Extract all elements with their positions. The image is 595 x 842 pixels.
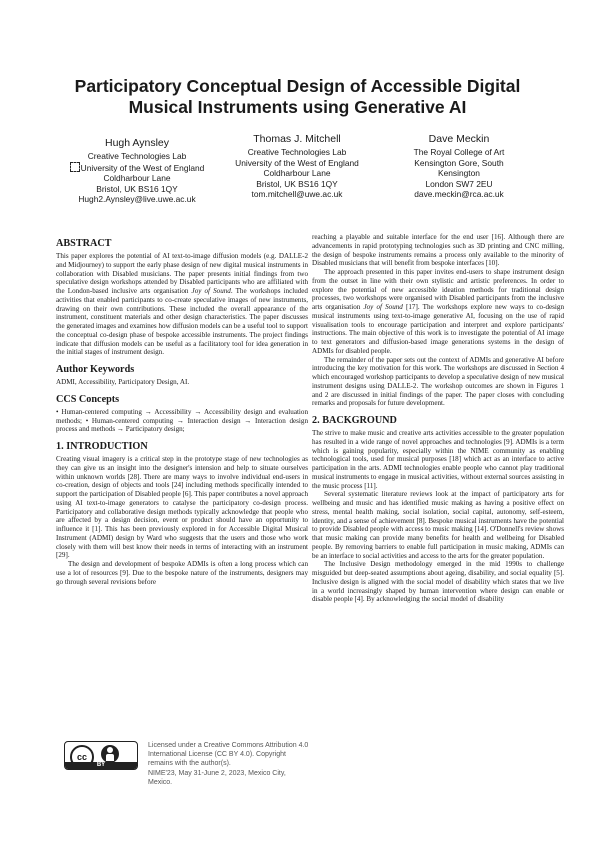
- abstract-heading: ABSTRACT: [56, 238, 112, 249]
- author-affiliation: Creative Technologies Lab: [247, 147, 347, 157]
- author-block-3: [384, 133, 534, 200]
- paper-title: [40, 76, 555, 118]
- creative-commons-icon: cc: [70, 745, 94, 769]
- body-paragraph: The Inclusive Design methodology emerged in the mid 1990s to challenge misguided but deep-seated assumptions about ageing, disability, and social equality [5]. Inclusive design is aligned with the social model of disability which states that we live in a world increasingly shaped by human intervention where design can enable or disable people [4]. By acknowledging the social model of disability: [312, 560, 564, 604]
- author-affiliation: Coldharbour Lane: [103, 173, 171, 184]
- introduction-paragraph: Creating visual imagery is a critical step in the prototype stage of new technologies as they can give us an insight into the designer's intension and help to situate ourselves within unknown worlds [28]. There are many ways to involve individual end-users in co-creation, design of objects and tools [24] including methods specifically intended to support the participation of Disabled people [6]. This paper contributes a novel approach using AI text-to-image generators to catalyse the participatory co-design process. Participatory and collaborative design methods typically acknowledge that people who are affected by a design decision, event or product should have an opportunity to influence it [1]. This has been previously explored in for Accessible Digital Musical Instrument (ADMI) design by Ward who suggests that the users and those who work closely with them will best know their needs in terms of interacting with an instrument [29].: [56, 455, 308, 560]
- keywords-text: ADMI, Accessibility, Participatory Design, AI.: [56, 378, 190, 386]
- author-email[interactable]: dave.meckin@rca.ac.uk: [414, 189, 504, 200]
- author-name: Dave Meckin: [428, 133, 490, 145]
- ccs-text: • Human-centered computing → Accessibility → Accessibility design and evaluation methods; • Human-centered computing → Interaction design → Interaction design process and methods → Participatory design;: [56, 407, 308, 434]
- introduction-paragraph: The design and development of bespoke ADMIs is often a long process which can use a lot of resources [9]. Due to the bespoke nature of the instruments, designers may go through several revisions before: [56, 560, 308, 586]
- left-column: [56, 235, 308, 586]
- author-affiliation: University of the West of England: [62, 162, 212, 174]
- body-paragraph: The strive to make music and creative arts activities accessible to the greater population has resulted in a wide range of novel approaches and technologies [9]. ADMIs is a term which is gaining popularity, especially within the NIME community as enabling technological tools, used for musical purposes [18] which act as an interface to active participation in the arts. ADMI technologies enable people who cannot play traditional musical instruments to engage in musical activities, without external sources assisting in the music process [11].: [312, 429, 564, 490]
- author-affiliation: Bristol, UK BS16 1QY: [256, 178, 338, 189]
- attribution-person-icon: [101, 745, 119, 763]
- author-name: Hugh Aynsley: [104, 137, 169, 149]
- cc-by-badge[interactable]: [64, 741, 138, 770]
- author-affiliation: University of the West of England: [235, 157, 359, 168]
- author-affiliation: The Royal College of Art: [413, 147, 505, 157]
- license-text: Licensed under a Creative Commons Attribution 4.0 International License (CC BY 4.0). Copyright remains with the author(s).: [148, 742, 309, 768]
- author-email[interactable]: tom.mitchell@uwe.ac.uk: [251, 189, 343, 200]
- background-heading: 2. BACKGROUND: [312, 415, 397, 426]
- author-email[interactable]: Hugh2.Aynsley@live.uwe.ac.uk: [78, 194, 196, 205]
- paper-title-line-2: Musical Instruments using Generative AI: [128, 97, 467, 117]
- by-label: BY: [65, 762, 137, 769]
- author-affiliation: Bristol, UK BS16 1QY: [96, 183, 178, 194]
- venue-text: NIME'23, May 31-June 2, 2023, Mexico City, Mexico.: [148, 770, 286, 786]
- author-affiliation: Coldharbour Lane: [263, 168, 331, 179]
- introduction-heading: 1. INTRODUCTION: [56, 441, 148, 452]
- author-affiliation: Kensington: [438, 168, 480, 179]
- body-paragraph: reaching a playable and suitable interface for the end user [16]. Although there are advancements in rapid prototyping technologies such as 3D printing and CNC milling, the design of bespoke instruments remains a process only available to the minority of Disabled musicians that will benefit from bespoke interfaces [10].: [312, 233, 564, 268]
- missing-glyph-icon: [70, 162, 80, 172]
- license-block: [56, 741, 308, 801]
- paper-title-line-1: Participatory Conceptual Design of Accessible Digital: [74, 76, 521, 96]
- abstract-text: This paper explores the potential of AI text-to-image diffusion models (e.g. DALLE-2 and Midjourney) to support the early phase design of new digital musical instruments in collaboration with Disabled musicians. The paper presents initial findings from two speculative design workshops attended by Disabled participants who are affiliated with the London-based inclusive arts organisation Joy of Sound. The workshops included activities that enabled participants to co-create speculative images of new instruments, drawing on their own contributions. These included the overall appearance of the instrument, constituent materials and other design characteristics. The paper discusses the generated images and examines how diffusion models can be a useful tool to support the conceptual co-design phase of bespoke accessible instruments. The project findings indicate that diffusion models can be useful as a facilitatory tool for idea generation in the initial stages of instrument design.: [56, 252, 308, 357]
- author-block-2: [222, 133, 372, 200]
- body-paragraph: The remainder of the paper sets out the context of ADMIs and generative AI before introducing the key motivation for this work. The workshops are discussed in Section 4 which encouraged workshop participants to develop a speculative design of new musical instrument designs using DALLE-2. The workshop outcomes are shown in Figures 1 and 2 are discussed in initial findings of the paper. The paper closes with concluding remarks and proposals for future development.: [312, 355, 564, 408]
- body-paragraph: Several systematic literature reviews look at the impact of participatory arts for wellbeing and music and has identified music making as having a positive effect on stress, mental health making, social isolation, social capital, autonomy, self-esteem, identity, and a sense of achievement [8]. Bespoke musical instruments have the potential to provide Disabled people with access to music making [14]. O'Donnell's review shows that music making can provide many benefits for health and wellbeing for Disabled people. By removing barriers to enable full participation in music making, ADMIs can be an interface to social activities and access to the arts for the greater population.: [312, 490, 564, 560]
- author-name: Thomas J. Mitchell: [253, 133, 341, 145]
- body-paragraph: The approach presented in this paper invites end-users to shape instrument design from the outset in line with their own stylistic and artistic preferences. In order to explore the potential of new accessible ideation methods for traditional design processes, two workshops were organised with Disabled participants from the inclusive arts organisation Joy of Sound [17]. The workshops explore new ways to co-design musical instruments using text-to-image generative AI, focusing on the use of rapid visualisation tools to encourage participation and interpret and explore participants' instructions. The main objective of this work is to investigate the potential of AI image to text generators and diffusion-based image generations systems in the design of ADMIs for disabled people.: [312, 268, 564, 355]
- author-affiliation: London SW7 2EU: [425, 178, 493, 189]
- keywords-heading: Author Keywords: [56, 364, 135, 375]
- author-block-1: [62, 137, 212, 205]
- author-affiliation: Kensington Gore, South: [414, 157, 504, 168]
- right-column: [312, 233, 564, 604]
- ccs-heading: CCS Concepts: [56, 393, 120, 405]
- author-affiliation: Creative Technologies Lab: [87, 151, 187, 161]
